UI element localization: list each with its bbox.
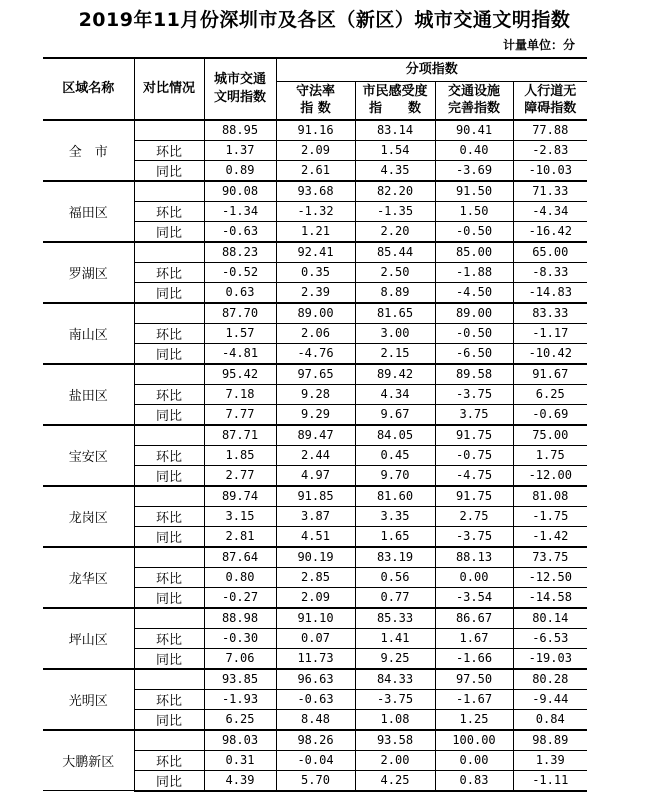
value-cell: 89.00 <box>276 303 355 324</box>
value-cell: -4.81 <box>204 343 276 364</box>
value-cell: 98.89 <box>513 730 587 751</box>
value-cell: 91.67 <box>513 364 587 385</box>
value-cell: -14.83 <box>513 282 587 303</box>
value-cell: 1.50 <box>435 201 513 221</box>
value-cell: 7.77 <box>204 404 276 425</box>
value-cell: 5.70 <box>276 770 355 791</box>
table-row <box>43 364 587 385</box>
value-cell: 0.45 <box>355 445 435 465</box>
value-cell: -3.75 <box>355 689 435 709</box>
value-cell: 85.00 <box>435 242 513 263</box>
value-cell: 93.68 <box>276 181 355 202</box>
header-citizen-perception <box>355 82 435 120</box>
value-cell: 1.65 <box>355 526 435 547</box>
value-cell: 1.25 <box>435 709 513 730</box>
value-cell: 4.35 <box>355 160 435 181</box>
value-cell: 1.39 <box>513 750 587 770</box>
compare-label-cell: 同比 <box>134 160 204 181</box>
value-cell: 9.28 <box>276 384 355 404</box>
compare-label-cell <box>134 730 204 751</box>
value-cell: 93.85 <box>204 669 276 690</box>
value-cell: -6.50 <box>435 343 513 364</box>
region-name-cell: 大鹏新区 <box>43 730 134 791</box>
value-cell: -4.50 <box>435 282 513 303</box>
value-cell: -3.54 <box>435 587 513 608</box>
value-cell: 0.40 <box>435 140 513 160</box>
value-cell: 6.25 <box>513 384 587 404</box>
value-cell: 91.10 <box>276 608 355 629</box>
region-name-cell: 福田区 <box>43 181 134 242</box>
unit-note: 计量单位：分 <box>502 37 575 52</box>
value-cell: 4.97 <box>276 465 355 486</box>
value-cell: -1.66 <box>435 648 513 669</box>
header-city-index-line2: 文明指数 <box>213 89 266 105</box>
value-cell: -1.93 <box>204 689 276 709</box>
value-cell: 1.08 <box>355 709 435 730</box>
value-cell: 91.50 <box>435 181 513 202</box>
value-cell: -0.63 <box>276 689 355 709</box>
value-cell: 84.05 <box>355 425 435 446</box>
value-cell: 0.56 <box>355 567 435 587</box>
value-cell: 1.67 <box>435 628 513 648</box>
value-cell: 83.14 <box>355 120 435 141</box>
value-cell: -10.03 <box>513 160 587 181</box>
value-cell: -6.53 <box>513 628 587 648</box>
region-name-cell: 全 市 <box>43 120 134 181</box>
value-cell: 4.34 <box>355 384 435 404</box>
value-cell: 9.70 <box>355 465 435 486</box>
value-cell: 11.73 <box>276 648 355 669</box>
value-cell: 2.15 <box>355 343 435 364</box>
value-cell: 91.75 <box>435 486 513 507</box>
header-law-abiding <box>276 82 355 120</box>
value-cell: -1.88 <box>435 262 513 282</box>
compare-label-cell: 同比 <box>134 465 204 486</box>
compare-label-cell: 环比 <box>134 201 204 221</box>
value-cell: 7.06 <box>204 648 276 669</box>
value-cell: -1.35 <box>355 201 435 221</box>
header-law-abiding-line2: 指 数 <box>300 101 331 117</box>
compare-label-cell <box>134 303 204 324</box>
value-cell: -1.42 <box>513 526 587 547</box>
value-cell: 0.89 <box>204 160 276 181</box>
compare-label-cell: 环比 <box>134 262 204 282</box>
value-cell: 2.06 <box>276 323 355 343</box>
value-cell: 0.63 <box>204 282 276 303</box>
value-cell: 3.00 <box>355 323 435 343</box>
header-city-index-line1: 城市交通 <box>213 72 266 88</box>
value-cell: 96.63 <box>276 669 355 690</box>
region-name-cell: 光明区 <box>43 669 134 730</box>
value-cell: 88.23 <box>204 242 276 263</box>
value-cell: 1.85 <box>204 445 276 465</box>
value-cell: 0.31 <box>204 750 276 770</box>
value-cell: 2.39 <box>276 282 355 303</box>
document-title: 2019年11月份深圳市及各区（新区）城市交通文明指数 <box>78 9 571 31</box>
value-cell: 90.41 <box>435 120 513 141</box>
table-body <box>43 120 587 791</box>
value-cell: 0.35 <box>276 262 355 282</box>
compare-label-cell: 环比 <box>134 323 204 343</box>
region-name-cell: 罗湖区 <box>43 242 134 303</box>
value-cell: 65.00 <box>513 242 587 263</box>
region-name-cell: 龙华区 <box>43 547 134 608</box>
value-cell: 2.85 <box>276 567 355 587</box>
value-cell: 88.98 <box>204 608 276 629</box>
value-cell: -1.34 <box>204 201 276 221</box>
value-cell: 0.80 <box>204 567 276 587</box>
table-row <box>43 425 587 446</box>
value-cell: 9.67 <box>355 404 435 425</box>
value-cell: 98.03 <box>204 730 276 751</box>
compare-label-cell: 同比 <box>134 343 204 364</box>
value-cell: 3.35 <box>355 506 435 526</box>
value-cell: -1.11 <box>513 770 587 791</box>
region-name-cell: 南山区 <box>43 303 134 364</box>
value-cell: 98.26 <box>276 730 355 751</box>
value-cell: 2.75 <box>435 506 513 526</box>
value-cell: 91.75 <box>435 425 513 446</box>
value-cell: 6.25 <box>204 709 276 730</box>
header-citizen-perception-line2: 指 数 <box>368 101 421 117</box>
value-cell: 73.75 <box>513 547 587 568</box>
table-row <box>43 730 587 751</box>
compare-label-cell: 环比 <box>134 750 204 770</box>
region-name-cell: 龙岗区 <box>43 486 134 547</box>
compare-label-cell: 同比 <box>134 648 204 669</box>
region-name-cell: 盐田区 <box>43 364 134 425</box>
value-cell: 89.58 <box>435 364 513 385</box>
value-cell: 87.71 <box>204 425 276 446</box>
value-cell: -0.50 <box>435 221 513 242</box>
value-cell: 2.50 <box>355 262 435 282</box>
compare-label-cell: 同比 <box>134 709 204 730</box>
header-facility <box>435 82 513 120</box>
header-facility-line1: 交通设施 <box>447 83 500 99</box>
value-cell: 80.28 <box>513 669 587 690</box>
value-cell: -1.67 <box>435 689 513 709</box>
value-cell: 1.75 <box>513 445 587 465</box>
value-cell: -0.75 <box>435 445 513 465</box>
value-cell: 0.00 <box>435 750 513 770</box>
value-cell: -0.30 <box>204 628 276 648</box>
value-cell: -0.27 <box>204 587 276 608</box>
compare-label-cell <box>134 669 204 690</box>
compare-label-cell: 环比 <box>134 140 204 160</box>
value-cell: 89.74 <box>204 486 276 507</box>
compare-label-cell: 同比 <box>134 282 204 303</box>
value-cell: 87.64 <box>204 547 276 568</box>
header-sidewalk-line1: 人行道无 <box>524 83 577 99</box>
value-cell: -3.75 <box>435 526 513 547</box>
header-law-abiding-line1: 守法率 <box>295 83 335 99</box>
compare-label-cell: 环比 <box>134 567 204 587</box>
value-cell: 0.00 <box>435 567 513 587</box>
header-sidewalk <box>513 82 587 120</box>
table-header <box>43 58 587 120</box>
value-cell: 7.18 <box>204 384 276 404</box>
value-cell: 1.54 <box>355 140 435 160</box>
value-cell: 2.77 <box>204 465 276 486</box>
value-cell: -12.50 <box>513 567 587 587</box>
value-cell: 1.41 <box>355 628 435 648</box>
value-cell: 8.89 <box>355 282 435 303</box>
value-cell: 0.77 <box>355 587 435 608</box>
value-cell: 82.20 <box>355 181 435 202</box>
table-row <box>43 303 587 324</box>
compare-label-cell <box>134 181 204 202</box>
region-name-cell: 宝安区 <box>43 425 134 486</box>
value-cell: 81.65 <box>355 303 435 324</box>
compare-label-cell <box>134 486 204 507</box>
compare-label-cell <box>134 364 204 385</box>
value-cell: 93.58 <box>355 730 435 751</box>
value-cell: 91.85 <box>276 486 355 507</box>
value-cell: -1.75 <box>513 506 587 526</box>
value-cell: 4.51 <box>276 526 355 547</box>
value-cell: 89.00 <box>435 303 513 324</box>
value-cell: -1.17 <box>513 323 587 343</box>
value-cell: -10.42 <box>513 343 587 364</box>
value-cell: 4.39 <box>204 770 276 791</box>
value-cell: 8.48 <box>276 709 355 730</box>
value-cell: -1.32 <box>276 201 355 221</box>
value-cell: 0.83 <box>435 770 513 791</box>
value-cell: 88.95 <box>204 120 276 141</box>
header-facility-line2: 完善指数 <box>447 101 500 117</box>
value-cell: 1.37 <box>204 140 276 160</box>
value-cell: 71.33 <box>513 181 587 202</box>
header-city-index <box>204 58 276 120</box>
value-cell: 2.44 <box>276 445 355 465</box>
table-row <box>43 547 587 568</box>
value-cell: 2.09 <box>276 587 355 608</box>
table-row <box>43 120 587 141</box>
value-cell: 2.09 <box>276 140 355 160</box>
value-cell: -8.33 <box>513 262 587 282</box>
value-cell: -0.52 <box>204 262 276 282</box>
compare-label-cell <box>134 120 204 141</box>
compare-label-cell: 环比 <box>134 445 204 465</box>
value-cell: 89.47 <box>276 425 355 446</box>
value-cell: 81.60 <box>355 486 435 507</box>
compare-label-cell <box>134 242 204 263</box>
compare-label-cell: 环比 <box>134 506 204 526</box>
value-cell: 0.84 <box>513 709 587 730</box>
table-row <box>43 486 587 507</box>
value-cell: 1.57 <box>204 323 276 343</box>
compare-label-cell: 环比 <box>134 384 204 404</box>
value-cell: -3.69 <box>435 160 513 181</box>
value-cell: -0.50 <box>435 323 513 343</box>
value-cell: 90.08 <box>204 181 276 202</box>
value-cell: -0.63 <box>204 221 276 242</box>
value-cell: 83.33 <box>513 303 587 324</box>
value-cell: -16.42 <box>513 221 587 242</box>
compare-label-cell: 同比 <box>134 526 204 547</box>
value-cell: 2.20 <box>355 221 435 242</box>
compare-label-cell: 同比 <box>134 221 204 242</box>
compare-label-cell: 环比 <box>134 628 204 648</box>
value-cell: -0.69 <box>513 404 587 425</box>
region-name-cell: 坪山区 <box>43 608 134 669</box>
value-cell: 87.70 <box>204 303 276 324</box>
compare-label-cell <box>134 425 204 446</box>
header-sidewalk-line2: 障碍指数 <box>524 101 577 117</box>
value-cell: 92.41 <box>276 242 355 263</box>
value-cell: 75.00 <box>513 425 587 446</box>
value-cell: 88.13 <box>435 547 513 568</box>
compare-label-cell: 同比 <box>134 770 204 791</box>
header-citizen-perception-line1: 市民感受度 <box>362 83 428 99</box>
value-cell: 90.19 <box>276 547 355 568</box>
value-cell: 91.16 <box>276 120 355 141</box>
value-cell: 85.33 <box>355 608 435 629</box>
value-cell: -9.44 <box>513 689 587 709</box>
value-cell: -0.04 <box>276 750 355 770</box>
value-cell: 1.21 <box>276 221 355 242</box>
value-cell: 2.61 <box>276 160 355 181</box>
value-cell: 84.33 <box>355 669 435 690</box>
value-cell: 77.88 <box>513 120 587 141</box>
compare-label-cell: 同比 <box>134 587 204 608</box>
value-cell: 100.00 <box>435 730 513 751</box>
compare-label-cell: 环比 <box>134 689 204 709</box>
header-region: 区域名称 <box>43 58 134 120</box>
value-cell: 0.07 <box>276 628 355 648</box>
value-cell: 97.65 <box>276 364 355 385</box>
value-cell: -4.76 <box>276 343 355 364</box>
value-cell: 83.19 <box>355 547 435 568</box>
value-cell: -2.83 <box>513 140 587 160</box>
value-cell: 95.42 <box>204 364 276 385</box>
compare-label-cell <box>134 608 204 629</box>
header-sub-group: 分项指数 <box>276 58 587 82</box>
value-cell: 81.08 <box>513 486 587 507</box>
value-cell: 2.00 <box>355 750 435 770</box>
value-cell: -12.00 <box>513 465 587 486</box>
value-cell: -14.58 <box>513 587 587 608</box>
table-row <box>43 181 587 202</box>
compare-label-cell: 同比 <box>134 404 204 425</box>
table-row <box>43 669 587 690</box>
compare-label-cell <box>134 547 204 568</box>
value-cell: 80.14 <box>513 608 587 629</box>
value-cell: 2.81 <box>204 526 276 547</box>
traffic-index-table <box>43 57 587 792</box>
table-row <box>43 242 587 263</box>
value-cell: 89.42 <box>355 364 435 385</box>
value-cell: -3.75 <box>435 384 513 404</box>
value-cell: -19.03 <box>513 648 587 669</box>
value-cell: 85.44 <box>355 242 435 263</box>
value-cell: 4.25 <box>355 770 435 791</box>
value-cell: 9.25 <box>355 648 435 669</box>
value-cell: 3.75 <box>435 404 513 425</box>
value-cell: 9.29 <box>276 404 355 425</box>
header-compare: 对比情况 <box>134 58 204 120</box>
value-cell: 86.67 <box>435 608 513 629</box>
value-cell: 97.50 <box>435 669 513 690</box>
value-cell: -4.75 <box>435 465 513 486</box>
value-cell: -4.34 <box>513 201 587 221</box>
table-row <box>43 608 587 629</box>
value-cell: 3.87 <box>276 506 355 526</box>
value-cell: 3.15 <box>204 506 276 526</box>
